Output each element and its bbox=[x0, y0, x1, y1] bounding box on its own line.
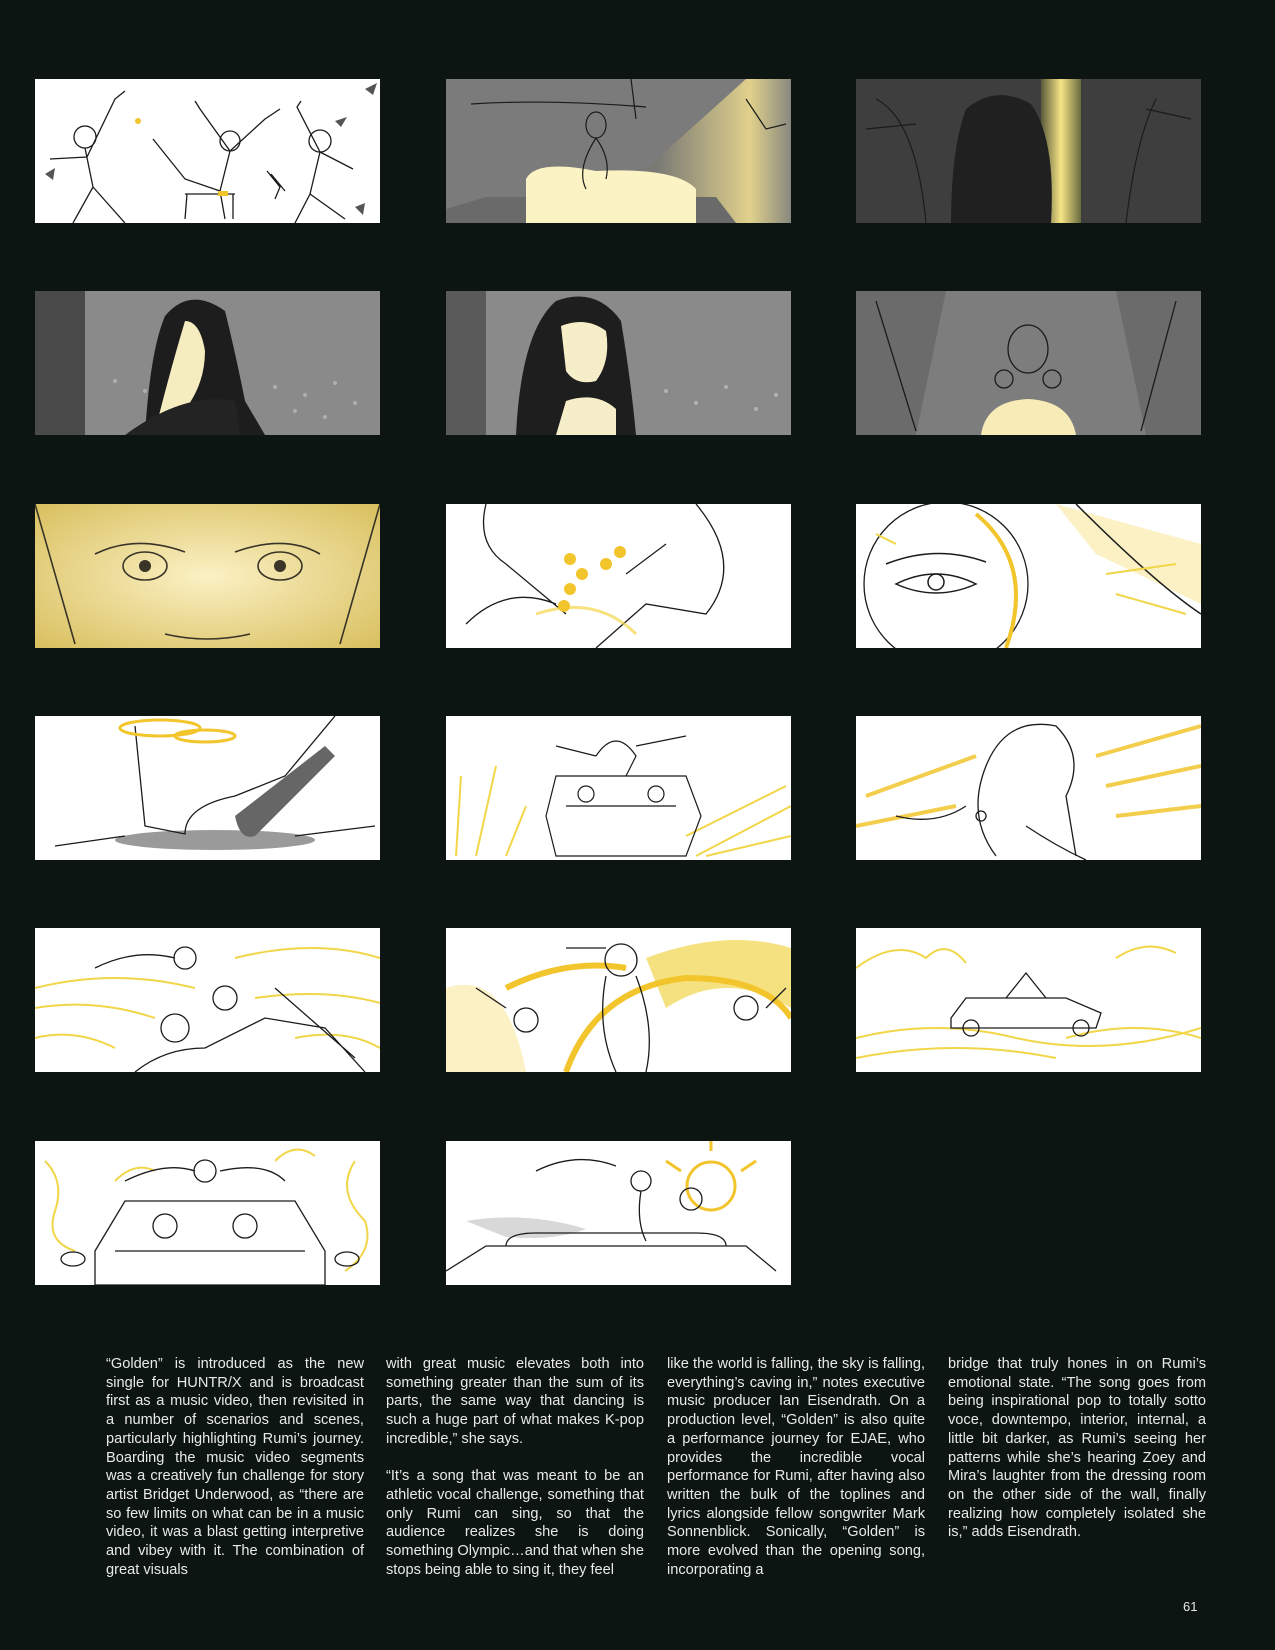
storyboard-sketch-doorway bbox=[856, 79, 1201, 223]
article-paragraph: bridge that truly hones in on Rumi’s emotional state. “The song goes from being inspirational pop to totally sotto voce, downtempo, interior, internal, a little bit darker, as Rumi’s seeing her patterns while she’s hearing Zoey and Mira’s laughter from the dressing room on the other side of the wall, finally realizing how completely isolated she is,” adds Eisendrath. bbox=[948, 1356, 1206, 1541]
storyboard-sketch-bedroom bbox=[446, 79, 791, 223]
article-column-3 bbox=[667, 1355, 925, 1579]
article-column-2 bbox=[386, 1355, 644, 1579]
storyboard-sketch-mirror-eye bbox=[856, 504, 1201, 648]
storyboard-sketch-car-wide bbox=[446, 716, 791, 860]
storyboard-panel bbox=[446, 291, 791, 435]
storyboard-sketch-rumi-closeup bbox=[446, 291, 791, 435]
storyboard-panel bbox=[856, 291, 1201, 435]
storyboard-panel bbox=[446, 928, 791, 1072]
storyboard-panel bbox=[446, 1141, 791, 1285]
storyboard-panel bbox=[446, 504, 791, 648]
storyboard-sketch-car-landscape bbox=[856, 928, 1201, 1072]
storyboard-panel bbox=[856, 79, 1201, 223]
storyboard-sketch-singing-wind bbox=[856, 716, 1201, 860]
storyboard-panel bbox=[35, 716, 380, 860]
storyboard-sketch-eyes-closeup bbox=[35, 504, 380, 648]
storyboard-sketch-car-rear bbox=[446, 1141, 791, 1285]
storyboard-panel bbox=[446, 716, 791, 860]
storyboard-panel bbox=[35, 1141, 380, 1285]
storyboard-sketch-car-trio bbox=[35, 928, 380, 1072]
article-paragraph: with great music elevates both into something greater than the sum of its parts, the same way that dancing is such a huge part of what makes K-pop incredible,” she says. bbox=[386, 1356, 644, 1447]
storyboard-sketch-dancers bbox=[35, 79, 380, 223]
article-paragraph: “Golden” is introduced as the new single for HUNTR/X and is broadcast first as a music video, then revisited in a number of scenarios and scenes, particularly highlighting Rumi’s journey. Boarding the music video segments was a creatively fun challenge for story artist Bridget Underwood, as “there are so few limits on what can be in a music video, it was a blast getting interpretive and vibey with it. The combination of great visuals bbox=[106, 1356, 364, 1578]
storyboard-panel bbox=[35, 79, 380, 223]
article-paragraph: like the world is falling, the sky is falling, everything’s caving in,” notes executive music producer Ian Eisendrath. On a production level, “Golden” is also quite a performance journey for EJAE, who provides the incredible vocal performance for Rumi, after having also written the bulk of the toplines and lyrics alongside fellow songwriter Mark Sonnenblick. Sonically, “Golden” is more evolved than the opening song, incorporating a bbox=[667, 1356, 925, 1578]
article-paragraph: “It’s a song that was meant to be an athletic vocal challenge, something that only Rumi can sing, so that the audience realizes she is doing something Olympic…and that when she stops being able to sing it, they feel bbox=[386, 1468, 644, 1578]
article-column-4 bbox=[948, 1355, 1206, 1542]
article-column-1 bbox=[106, 1355, 364, 1579]
storyboard-sketch-car-front bbox=[35, 1141, 380, 1285]
storyboard-sketch-laughing-trio bbox=[446, 928, 791, 1072]
page-number: 61 bbox=[1183, 1599, 1198, 1614]
storyboard-panel bbox=[446, 79, 791, 223]
storyboard-panel bbox=[856, 716, 1201, 860]
storyboard-panel bbox=[856, 504, 1201, 648]
storyboard-panel bbox=[856, 928, 1201, 1072]
storyboard-sketch-window-city bbox=[35, 291, 380, 435]
storyboard-sketch-hallway bbox=[856, 291, 1201, 435]
storyboard-panel bbox=[35, 928, 380, 1072]
storyboard-sketch-earrings bbox=[446, 504, 791, 648]
storyboard-sketch-boot-step bbox=[35, 716, 380, 860]
storyboard-panel bbox=[35, 504, 380, 648]
storyboard-panel bbox=[35, 291, 380, 435]
